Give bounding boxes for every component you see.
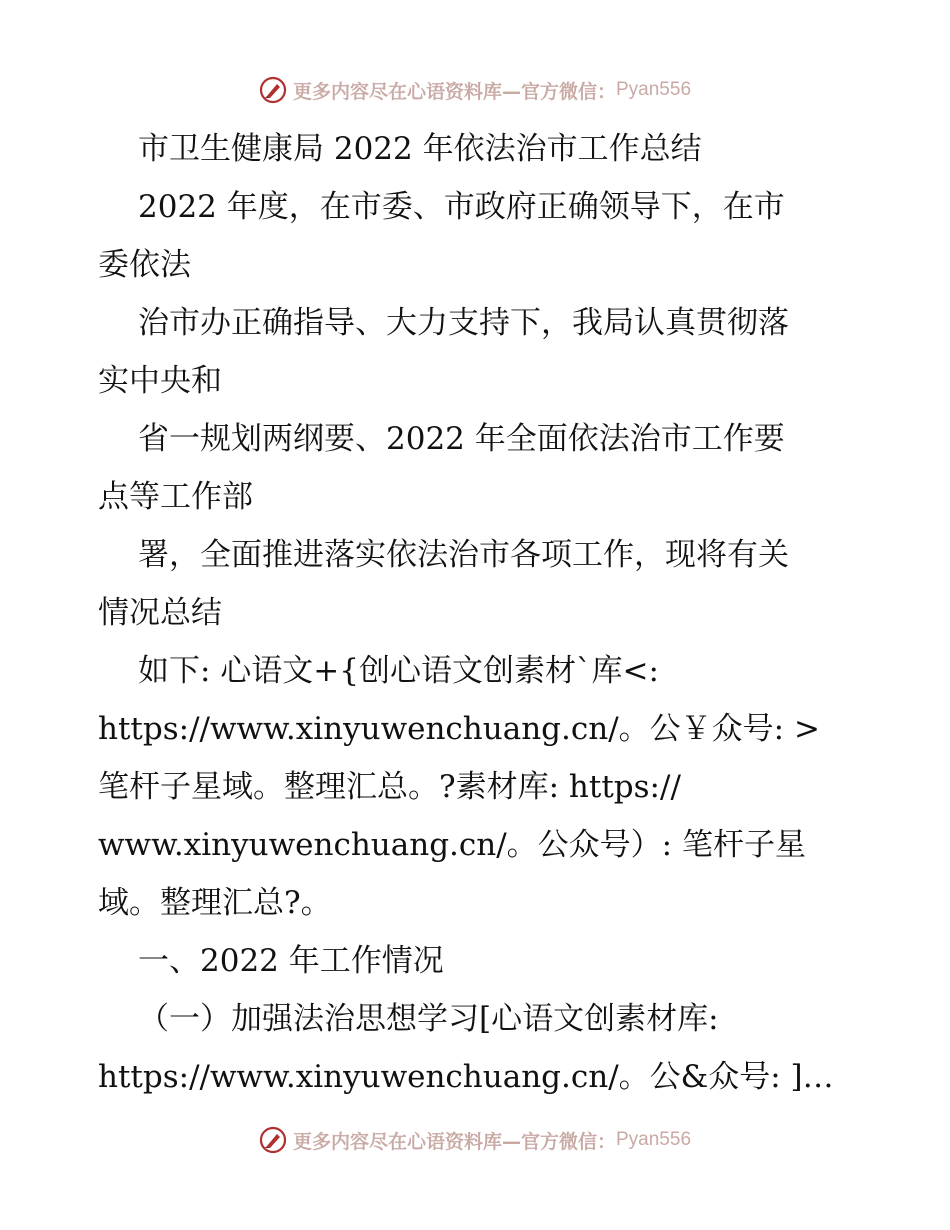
document-line: 委依法: [98, 247, 191, 283]
document-line: 治市办正确指导、大力支持下，我局认真贯彻落: [138, 305, 789, 341]
header-watermark-banner: [0, 70, 950, 110]
document-line: 笔杆子星域。整理汇总。?素材库: https://: [98, 769, 681, 805]
footer-watermark-banner: [0, 1120, 950, 1160]
document-line: 域。整理汇总?。: [98, 885, 332, 921]
document-line: 署，全面推进落实依法治市各项工作，现将有关: [138, 537, 789, 573]
document-line: 点等工作部: [98, 479, 253, 515]
document-line: 如下: 心语文+{创心语文创素材`库<:: [138, 653, 659, 689]
watermark-text: 更多内容尽在心语资料库—官方微信：: [292, 80, 616, 103]
pen-logo-icon: [259, 76, 287, 104]
document-line: 市卫生健康局 2022 年依法治市工作总结: [138, 131, 702, 167]
document-line: https://www.xinyuwenchuang.cn/。公￥众号: >: [98, 711, 820, 747]
watermark-wechat-id: Pyan556: [616, 1129, 692, 1150]
document-line: https://www.xinyuwenchuang.cn/。公&众号: ]…: [98, 1059, 834, 1095]
document-line: （一）加强法治思想学习[心语文创素材库:: [138, 1001, 719, 1037]
document-line: 2022 年度，在市委、市政府正确领导下，在市: [138, 189, 785, 225]
document-line: 一、2022 年工作情况: [138, 943, 444, 979]
document-line: www.xinyuwenchuang.cn/。公众号）: 笔杆子星: [98, 827, 806, 863]
watermark-text: 更多内容尽在心语资料库—官方微信：: [292, 1130, 616, 1153]
document-line: 情况总结: [98, 595, 222, 631]
watermark-wechat-id: Pyan556: [616, 79, 692, 100]
document-line: 省一规划两纲要、2022 年全面依法治市工作要: [138, 421, 785, 457]
document-line: 实中央和: [98, 363, 222, 399]
document-body: [98, 120, 858, 1106]
pen-logo-icon: [259, 1126, 287, 1154]
